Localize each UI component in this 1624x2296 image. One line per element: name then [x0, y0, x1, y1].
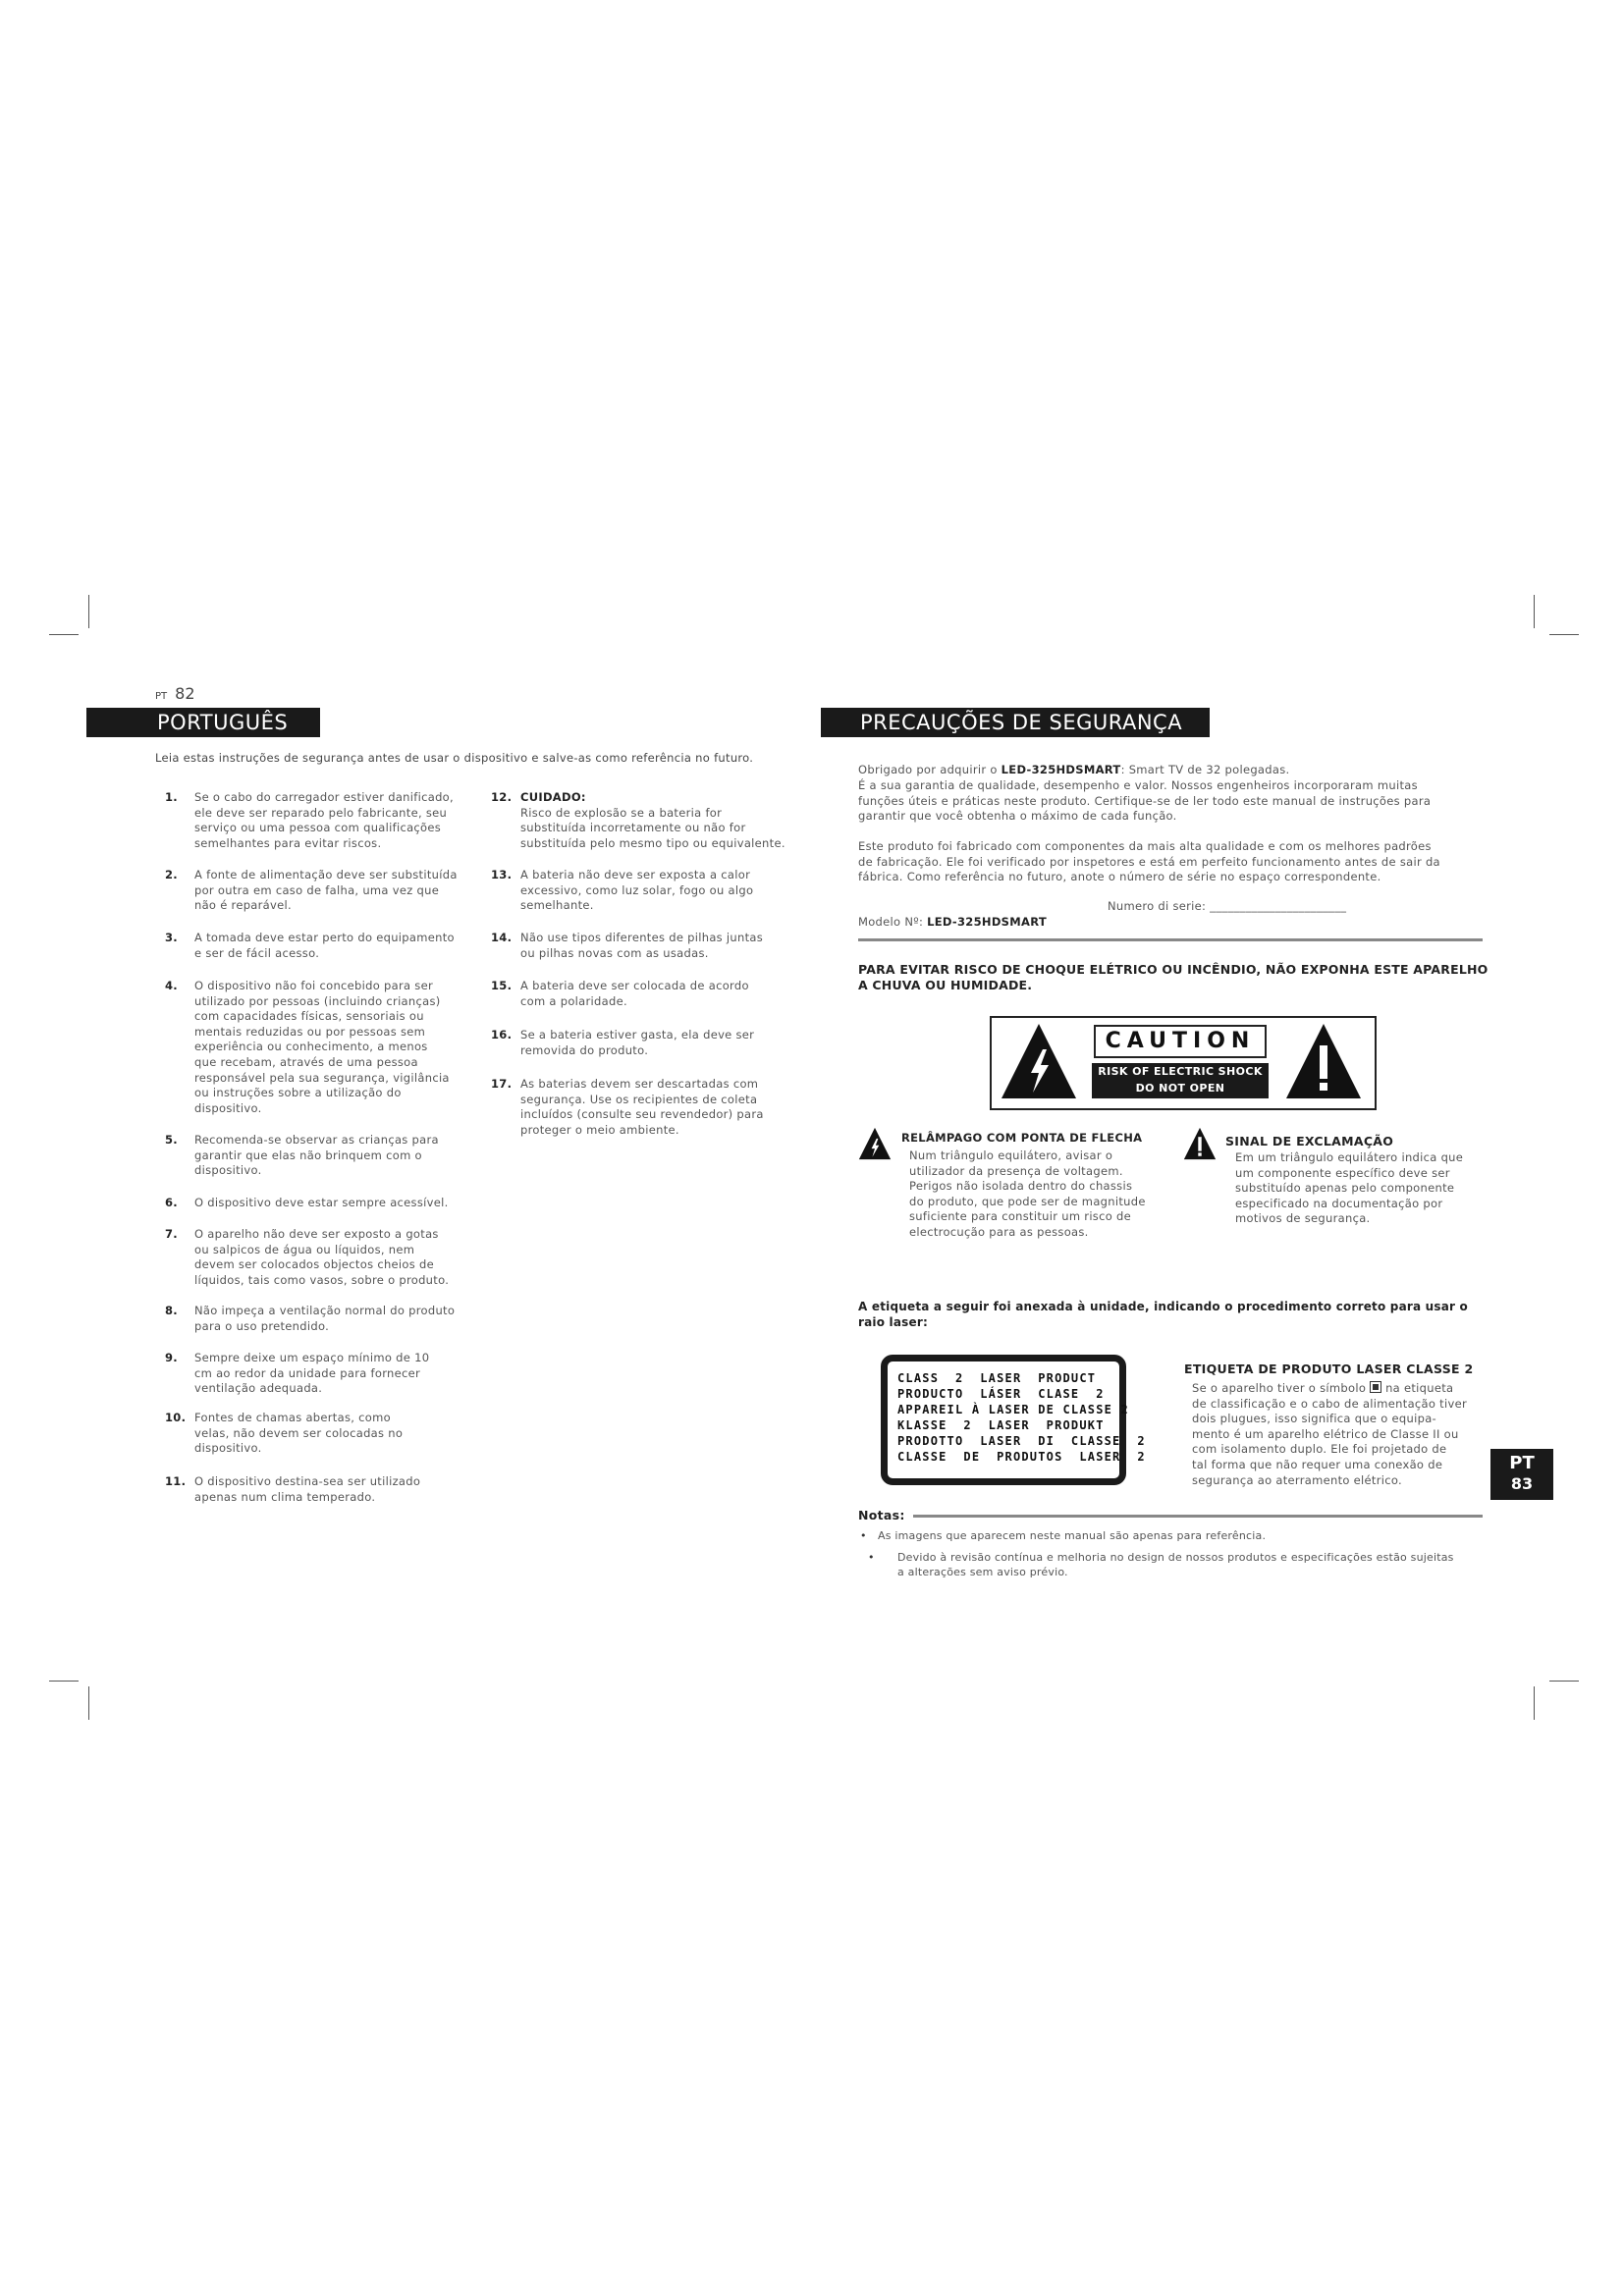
item-number: 10. — [165, 1411, 187, 1424]
section-title-text: PORTUGUÊS — [157, 711, 289, 734]
crop-mark — [88, 1686, 89, 1720]
item-number: 13. — [491, 868, 513, 881]
crop-mark — [49, 1681, 79, 1682]
item-number: 4. — [165, 979, 178, 992]
model-line — [858, 899, 1047, 930]
lightning-small-icon — [858, 1127, 892, 1160]
safety-item — [491, 1077, 764, 1138]
tab-line2: 83 — [1510, 1474, 1534, 1493]
item-body — [165, 1411, 403, 1457]
safety-item — [165, 1196, 449, 1211]
item-body — [165, 790, 454, 851]
safety-item — [165, 1474, 420, 1505]
caution-subtext — [1092, 1063, 1269, 1098]
item-text: Não impeça a ventilação normal do produto para o uso pretendido. — [194, 1304, 456, 1333]
item-text: As baterias devem ser descartadas com segurança. Use os recipientes de coleta incluídos (consulte seu revendedor) para proteger o meio ambiente. — [520, 1077, 764, 1137]
page-number — [155, 684, 195, 703]
thanks-text — [858, 747, 1289, 777]
safety-item — [491, 790, 785, 851]
item-body — [491, 868, 753, 914]
item-text: O dispositivo deve estar sempre acessível. — [194, 1196, 449, 1209]
item-body — [165, 979, 450, 1116]
laser-label-line: CLASS 2 LASER PRODUCT — [897, 1371, 1097, 1385]
item-text: Fontes de chamas abertas, como velas, não devem ser colocadas no dispositivo. — [194, 1411, 404, 1456]
caution-line1: RISK OF ELECTRIC SHOCK — [1098, 1065, 1263, 1078]
safety-item — [165, 1133, 439, 1179]
item-number: 1. — [165, 790, 178, 804]
laser-label-line: CLASSE DE PRODUTOS LASER 2 — [897, 1450, 1146, 1464]
safety-item — [491, 931, 763, 961]
exclamation-description: Em um triângulo equilátero indica que um componente específico deve ser substituído apenas pelo componente especificado na documentação por motivos de segurança. — [1235, 1150, 1464, 1226]
safety-item — [165, 1227, 449, 1288]
laser-label-line: PRODOTTO LASER DI CLASSE 2 — [897, 1434, 1146, 1448]
item-body — [165, 1227, 449, 1288]
divider — [858, 938, 1483, 941]
item-number: 14. — [491, 931, 513, 944]
lightning-triangle-icon — [1000, 1022, 1078, 1100]
laser-description-pre: Se o aparelho tiver o símbolo — [1192, 1381, 1371, 1395]
serial-line: Numero di serie: _______________________ — [1108, 899, 1347, 913]
caution-label — [990, 1016, 1377, 1110]
item-text: Recomenda-se observar as crianças para garantir que elas não brinquem com o dispositivo. — [194, 1133, 439, 1178]
item-number: 8. — [165, 1304, 178, 1317]
page-number-value: 82 — [175, 684, 195, 703]
item-number: 17. — [491, 1077, 513, 1091]
crop-mark — [1549, 1681, 1579, 1682]
double-square-icon — [1370, 1381, 1381, 1393]
page-tab-pt83 — [1490, 1449, 1553, 1500]
notes-label: Notas: — [858, 1508, 905, 1522]
safety-item — [491, 1028, 754, 1058]
tab-line1: PT — [1509, 1453, 1535, 1473]
crop-mark — [1534, 1686, 1535, 1720]
thanks-model: LED-325HDSMART — [1001, 762, 1121, 776]
model-value: LED-325HDSMART — [927, 914, 1047, 929]
section-title-portugues — [86, 708, 320, 737]
item-text: A fonte de alimentação deve ser substituída por outra em caso de falha, uma vez que não é reparável. — [194, 868, 458, 913]
item-body — [165, 931, 455, 961]
note-text: As imagens que aparecem neste manual são apenas para referência. — [878, 1529, 1267, 1542]
thanks-pre: Obrigado por adquirir o — [858, 762, 1001, 776]
safety-item — [165, 931, 455, 961]
item-number: 11. — [165, 1474, 187, 1488]
crop-mark — [49, 634, 79, 635]
thanks-post: : Smart TV de 32 polegadas. — [1120, 762, 1290, 776]
exclamation-heading: SINAL DE EXCLAMAÇÃO — [1225, 1134, 1394, 1148]
item-number: 7. — [165, 1227, 178, 1241]
crop-mark — [1549, 634, 1579, 635]
crop-mark — [88, 595, 89, 628]
item-text: Sempre deixe um espaço mínimo de 10 cm ao redor da unidade para fornecer ventilação adequada. — [194, 1351, 430, 1396]
intro-text: Leia estas instruções de segurança antes de usar o dispositivo e salve-as como referência no futuro. — [155, 751, 754, 765]
item-body — [491, 790, 785, 851]
item-number: 2. — [165, 868, 178, 881]
laser-label-line: APPAREIL À LASER DE CLASSE 2 — [897, 1403, 1129, 1416]
lightning-heading: RELÂMPAGO COM PONTA DE FLECHA — [901, 1131, 1143, 1145]
item-body — [491, 1028, 754, 1058]
item-body — [165, 1133, 439, 1179]
note-item — [860, 1528, 1266, 1543]
laser-label-line: PRODUCTO LÁSER CLASE 2 — [897, 1387, 1105, 1401]
crop-mark — [1534, 595, 1535, 628]
item-body — [491, 979, 749, 1009]
model-label: Modelo Nº: — [858, 914, 928, 929]
item-body — [491, 1077, 764, 1138]
item-number: 12. — [491, 790, 513, 804]
item-text: Se a bateria estiver gasta, ela deve ser removida do produto. — [520, 1028, 755, 1057]
caution-line2: DO NOT OPEN — [1135, 1082, 1225, 1095]
item-number: 16. — [491, 1028, 513, 1041]
item-number: 5. — [165, 1133, 178, 1147]
note-text: Devido à revisão contínua e melhoria no design de nossos produtos e especificações estão sujeitas a alterações sem aviso prévio. — [897, 1551, 1454, 1578]
safety-item — [491, 868, 753, 914]
item-number: 9. — [165, 1351, 178, 1364]
item-body — [165, 1351, 429, 1397]
item-text: O dispositivo destina-sea ser utilizado apenas num clima temperado. — [194, 1474, 421, 1504]
safety-item — [491, 979, 749, 1009]
laser-heading: ETIQUETA DE PRODUTO LASER CLASSE 2 — [1184, 1362, 1474, 1376]
manufacture-paragraph: Este produto foi fabricado com componentes da mais alta qualidade e com os melhores padrões de fabricação. Ele foi verificado por inspetores e está em perfeito funcionamento antes de sair da fábrica. Como referência no futuro, anote o número de série no espaço correspondente. — [858, 839, 1440, 884]
laser-description — [1192, 1380, 1467, 1488]
section-title-precaucoes — [821, 708, 1210, 737]
item-text: Se o cabo do carregador estiver danificado, ele deve ser reparado pelo fabricante, seu serviço ou uma pessoa com qualificações semelhantes para evitar riscos. — [194, 790, 454, 850]
exclamation-triangle-icon — [1284, 1022, 1363, 1100]
notes-divider — [913, 1515, 1483, 1518]
item-body — [165, 1304, 455, 1334]
item-number: 3. — [165, 931, 178, 944]
section-title-text: PRECAUÇÕES DE SEGURANÇA — [860, 711, 1183, 734]
note-item — [860, 1550, 1454, 1579]
item-body — [165, 1196, 449, 1211]
laser-description-post: na etiqueta de classificação e o cabo de alimentação tiver dois plugues, isso significa que o equipa- mento é um aparelho elétrico de Classe II ou com isolamento duplo. Ele foi projetado de tal forma que não requer uma conexão de segurança ao aterramento elétrico. — [1192, 1381, 1467, 1487]
exclamation-small-icon — [1183, 1127, 1217, 1160]
laser-label-line: KLASSE 2 LASER PRODUKT — [897, 1418, 1105, 1432]
item-heading: CUIDADO: — [520, 790, 586, 804]
page-prefix: PT — [155, 691, 168, 702]
safety-item — [165, 790, 454, 851]
lightning-description: Num triângulo equilátero, avisar o utilizador da presença de voltagem. Perigos não isolada dentro do chassis do produto, que pode ser de magnitude suficiente para constituir um risco de electrocução para as pessoas. — [909, 1148, 1146, 1239]
item-text: O aparelho não deve ser exposto a gotas ou salpicos de água ou líquidos, nem devem ser colocados objectos cheios de líquidos, tais como vasos, sobre o produto. — [194, 1227, 450, 1287]
safety-item — [165, 1351, 429, 1397]
item-number: 6. — [165, 1196, 178, 1209]
item-text: A tomada deve estar perto do equipamento e ser de fácil acesso. — [194, 931, 455, 960]
laser-product-label — [881, 1355, 1146, 1485]
safety-item — [165, 979, 450, 1116]
quality-paragraph: É a sua garantia de qualidade, desempenho e valor. Nossos engenheiros incorporaram muitas funções úteis e práticas neste produto. Certifique-se de ler todo este manual de instruções para garantir que você obtenha o máximo de cada função. — [858, 778, 1432, 824]
item-text: Risco de explosão se a bateria for substituída incorretamente ou não for substituída pelo mesmo tipo ou equivalente. — [520, 805, 785, 850]
laser-intro: A etiqueta a seguir foi anexada à unidade, indicando o procedimento correto para usar o raio laser: — [858, 1300, 1468, 1329]
safety-item — [165, 1411, 403, 1457]
shock-warning: PARA EVITAR RISCO DE CHOQUE ELÉTRICO OU INCÊNDIO, NÃO EXPONHA ESTE APARELHO A CHUVA OU HUMIDADE. — [858, 962, 1489, 992]
item-text: A bateria não deve ser exposta a calor excessivo, como luz solar, fogo ou algo semelhante. — [520, 868, 754, 913]
item-body — [165, 868, 458, 914]
item-text: A bateria deve ser colocada de acordo com a polaridade. — [520, 979, 749, 1008]
item-text: Não use tipos diferentes de pilhas juntas ou pilhas novas com as usadas. — [520, 931, 764, 960]
bullet-dot: • — [860, 1529, 867, 1542]
item-text: O dispositivo não foi concebido para ser utilizado por pessoas (incluindo crianças) com capacidades físicas, sensoriais ou mentais reduzidas ou por pessoas sem experiência ou conhecimento, a menos que recebam, através de uma pessoa responsável pela sua segurança, vigilância ou instruções sobre a utilização do dispositivo. — [194, 979, 450, 1115]
safety-item — [165, 868, 458, 914]
safety-item — [165, 1304, 455, 1334]
item-number: 15. — [491, 979, 513, 992]
bullet-dot: • — [868, 1551, 875, 1564]
item-body — [165, 1474, 420, 1505]
item-body — [491, 931, 763, 961]
caution-word: CAUTION — [1094, 1025, 1267, 1058]
